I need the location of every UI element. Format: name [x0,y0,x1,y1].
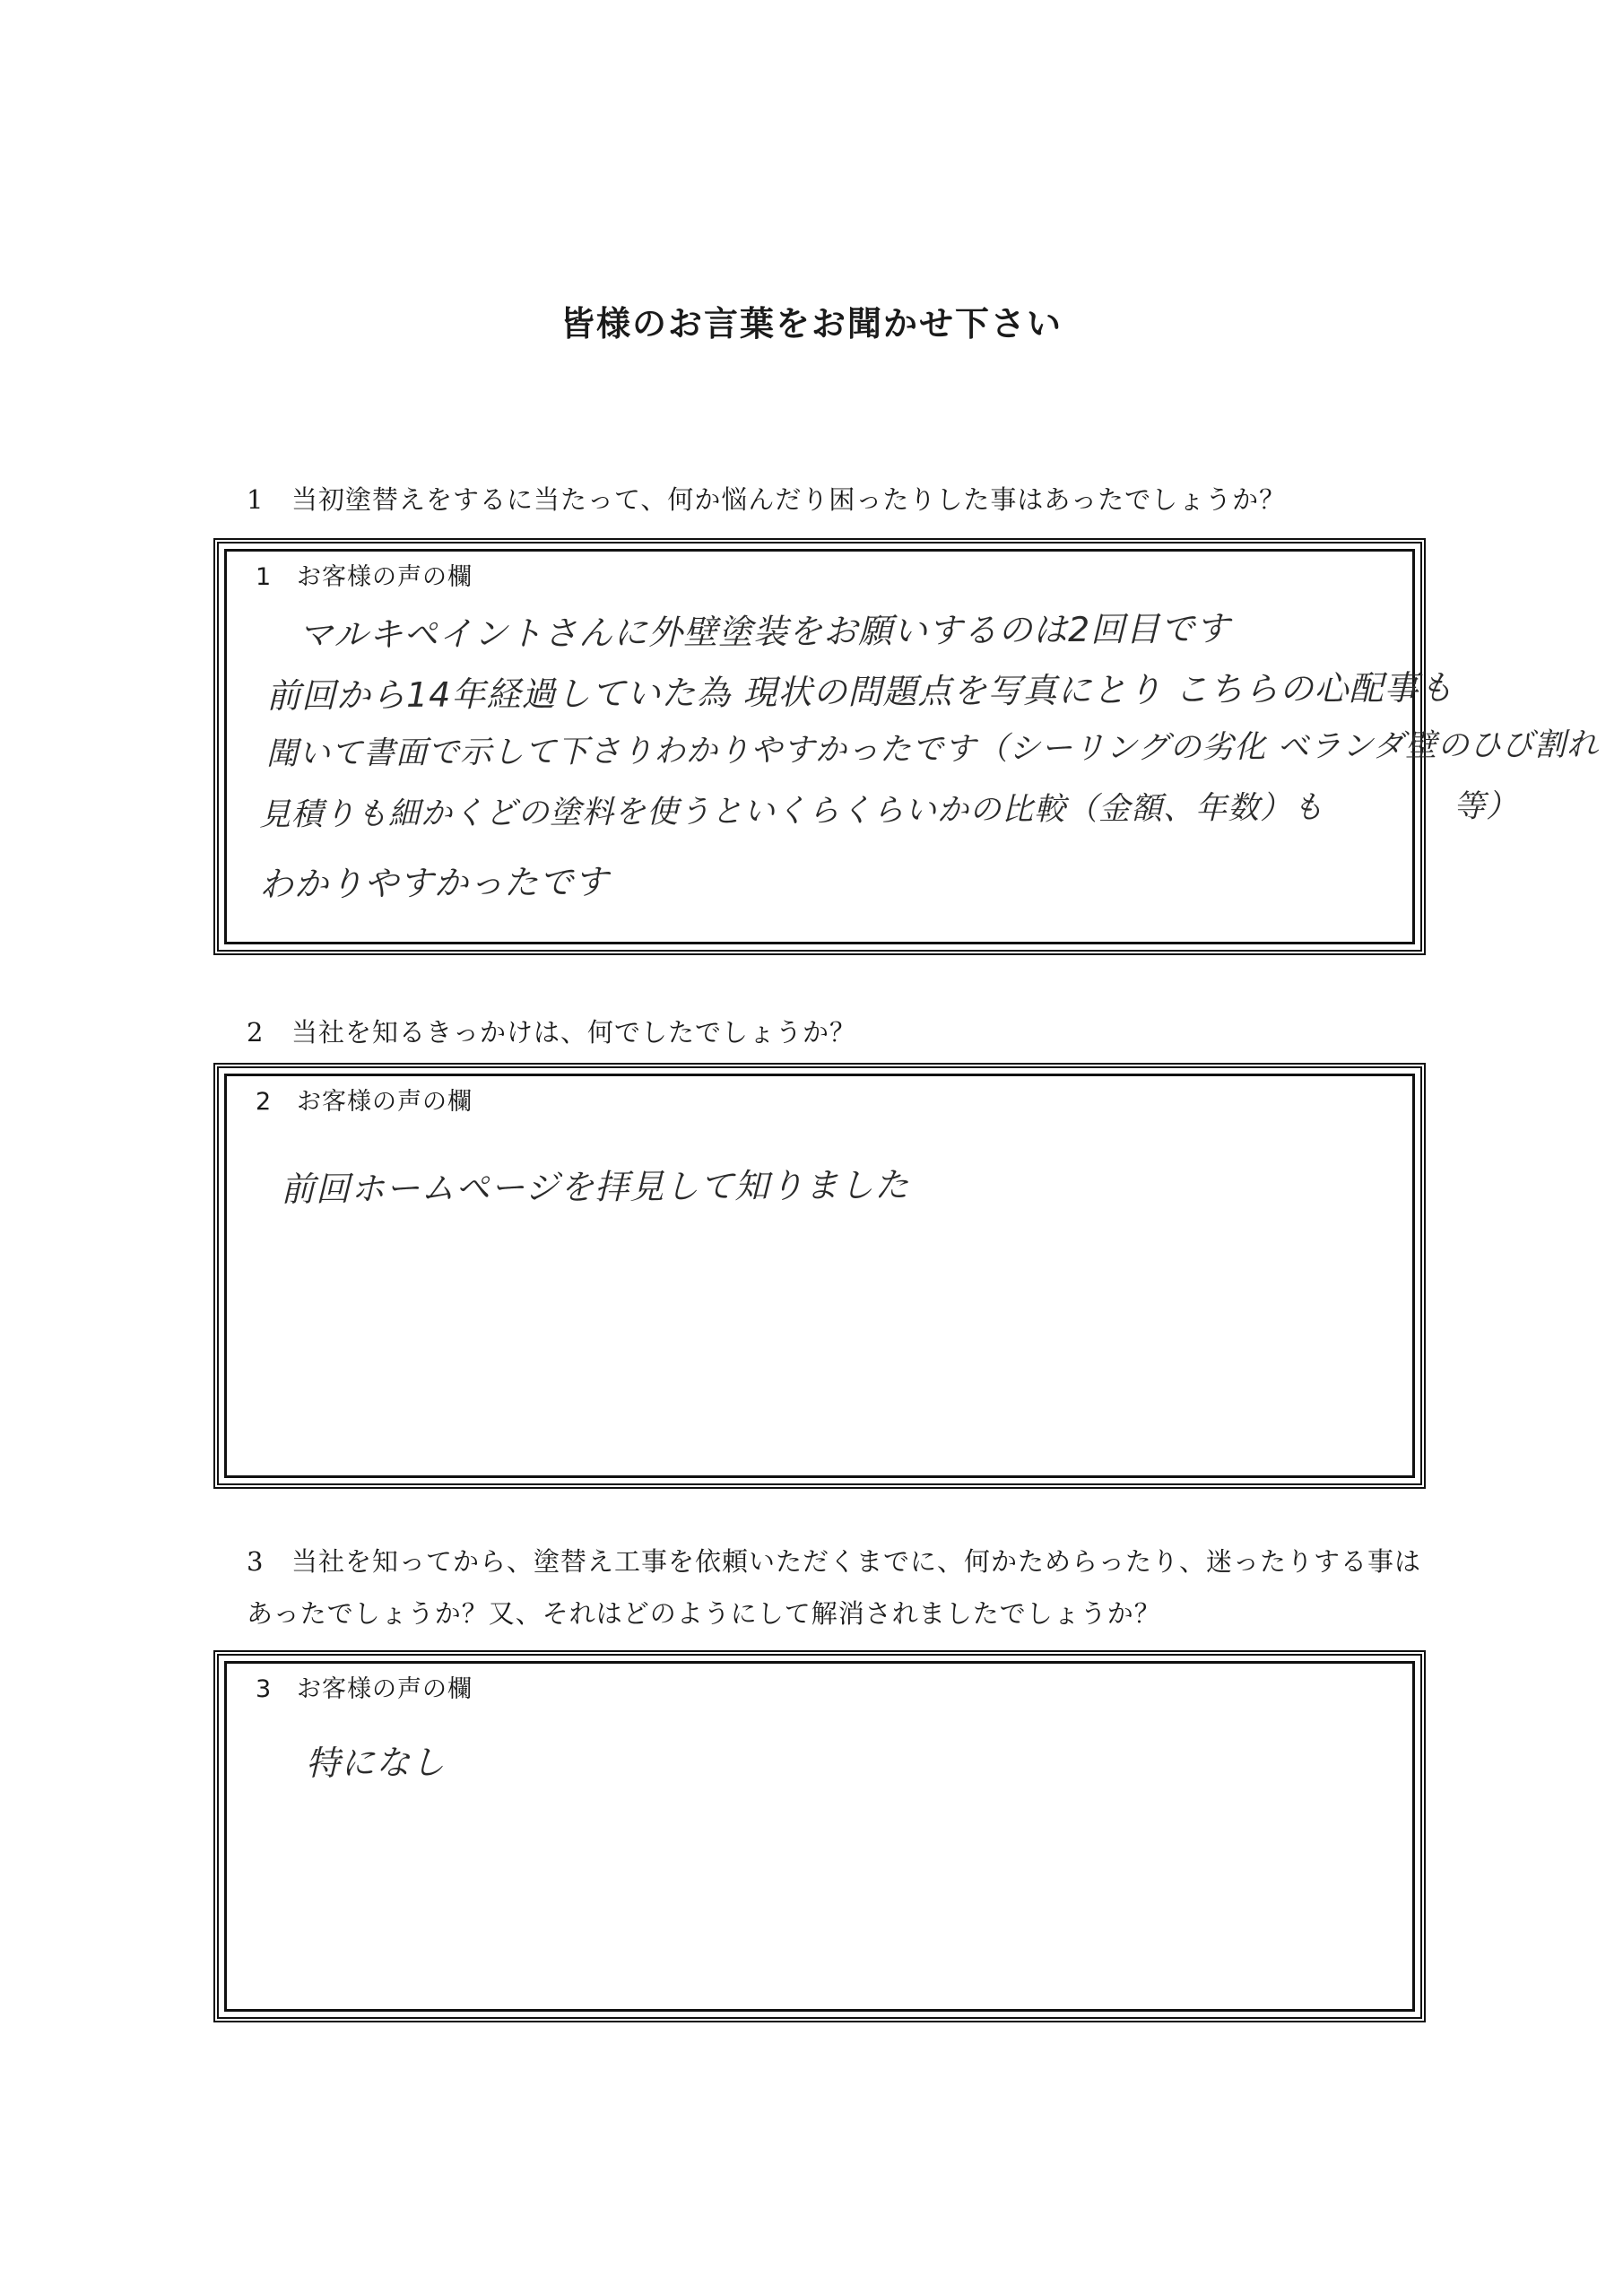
handwritten-answer-line: マルキペイントさんに外壁塗装をお願いするのは2回目です [298,608,1231,655]
label-text: お客様の声の欄 [297,563,473,591]
question-number: 2 [247,1017,265,1048]
question-2 [247,1006,1430,1058]
handwritten-answer-line: 前回から14年経過していた為 現状の問題点を写真にとり こちらの心配事も [265,667,1454,716]
question-3 [247,1535,1430,1639]
answer-box-1 [213,538,1600,955]
label-text: お客様の声の欄 [297,1675,473,1703]
question-1 [247,474,1430,526]
handwritten-answer-line: 特になし [305,1742,447,1783]
question-text: 当社を知ってから、塗替え工事を依頼いただくまでに、何かためらったり、迷ったりする事はあったでしょうか？又、それはどのようにして解消されましたでしょうか？ [247,1546,1422,1629]
answer-box-3 [213,1650,1426,2022]
answer-box-inner [224,1074,1415,1478]
answer-box-inner [224,549,1600,944]
answer-box-inner [224,1661,1415,2012]
answer-box-label [256,1082,473,1117]
question-number: 1 [247,484,265,515]
question-text: 当初塗替えをするに当たって、何か悩んだり困ったりした事はあったでしょうか？ [291,484,1287,515]
handwritten-answer-line: 見積りも細かくどの塗料を使うといくらくらいかの比較（金額、年数）も 等） [258,788,1519,833]
question-text: 当社を知るきっかけは、何でしたでしょうか？ [291,1017,857,1048]
handwritten-answer-line: 前回ホームページを拝見して知りました [280,1165,910,1209]
page-title: 皆様のお言葉をお聞かせ下さい [560,303,1063,344]
label-number: 1 [256,563,273,591]
answer-box-2 [213,1063,1426,1489]
label-number: 3 [256,1675,273,1703]
handwritten-answer-line: 聞いて書面で示して下さりわかりやすかったです（シーリングの劣化 ベランダ壁のひび割れ [265,726,1600,772]
question-number: 3 [247,1546,265,1577]
answer-box-label [256,557,473,592]
label-text: お客様の声の欄 [297,1088,473,1116]
answer-box-label [256,1669,473,1704]
handwritten-answer-line: わかりやすかったです [258,862,610,904]
label-number: 2 [256,1088,273,1116]
